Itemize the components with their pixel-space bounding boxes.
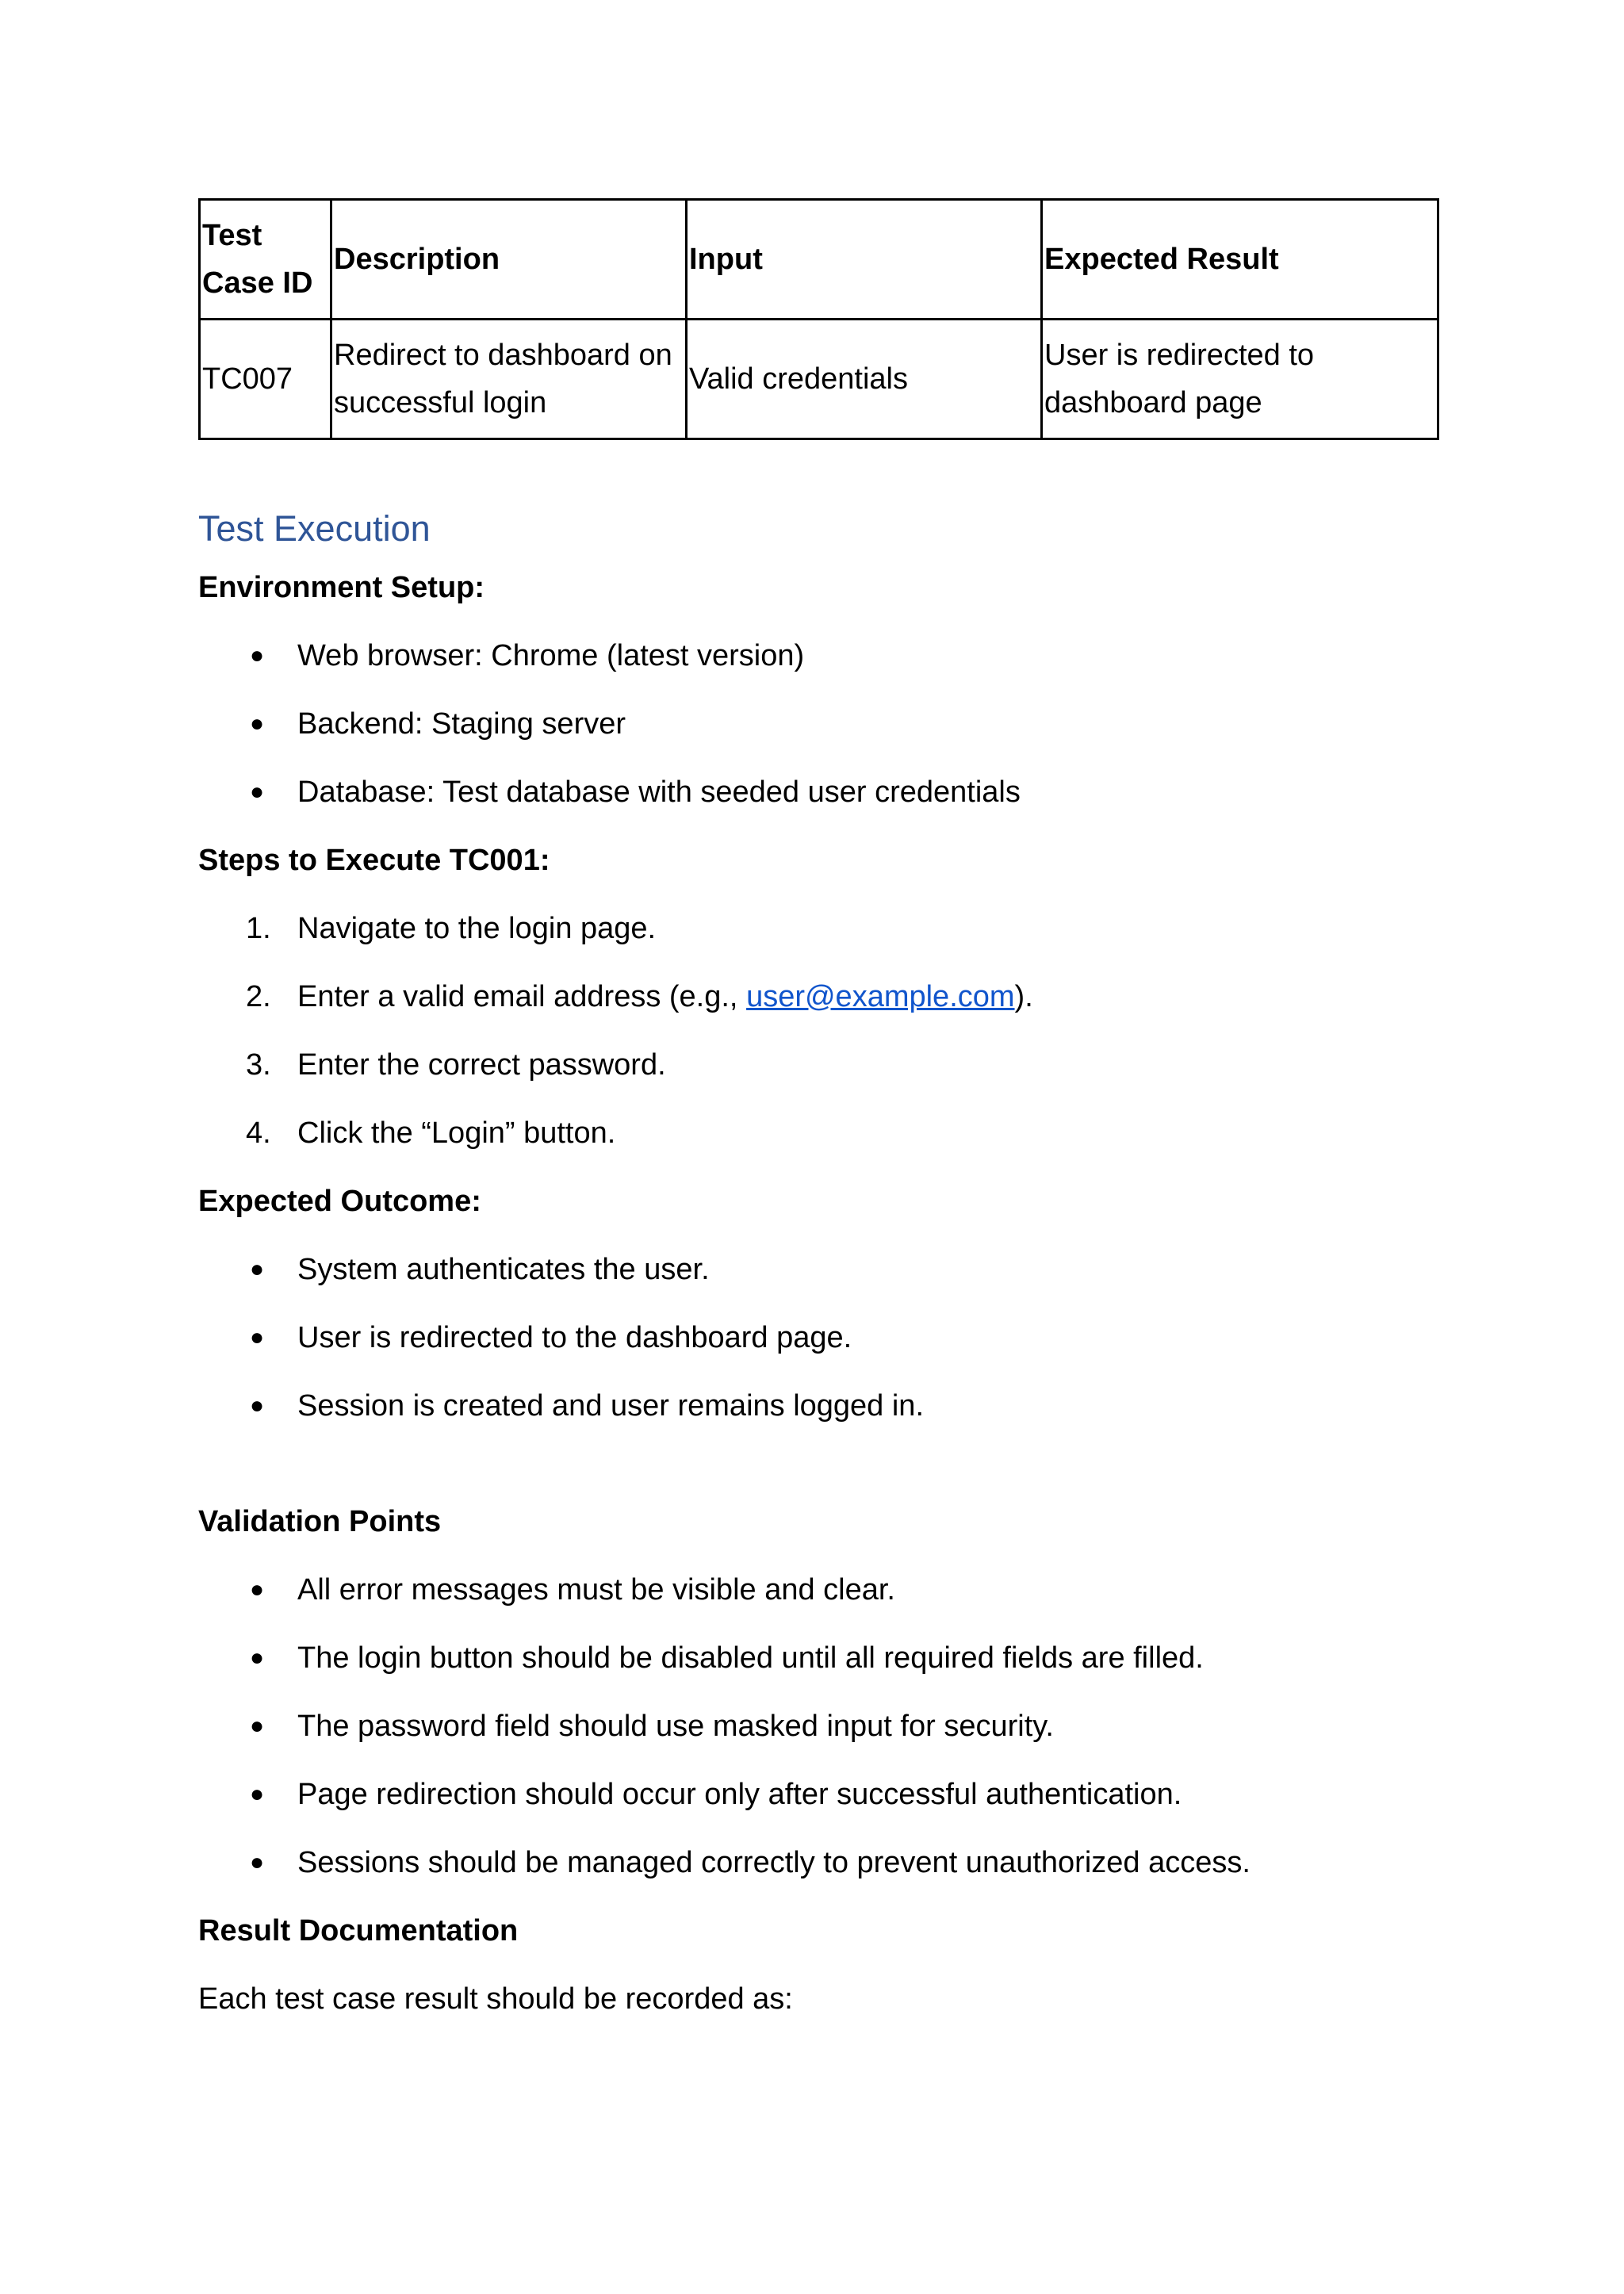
list-item: ● Backend: Staging server [198,700,1435,748]
environment-list [198,632,1435,816]
header-input: Input [687,200,1042,320]
list-item: ● Session is created and user remains logged in. [198,1382,1435,1430]
list-item: 1. Navigate to the login page. [246,912,657,945]
bullet-icon: ● [250,779,265,805]
table-row [200,320,1438,439]
bullet-icon: ● [250,710,265,737]
steps-label: Steps to Execute TC001: [198,844,550,877]
result-documentation-label: Result Documentation [198,1914,519,1947]
bullet-icon: ● [250,1392,265,1419]
list-item: ● All error messages must be visible and clear. [198,1566,1435,1614]
list-item: ● Sessions should be managed correctly to prevent unauthorized access. [198,1839,1435,1886]
list-item: 3. Enter the correct password. [246,1048,666,1082]
list-item: ● The password field should use masked input for security. [198,1702,1435,1750]
email-link[interactable]: user@example.com [746,980,1015,1013]
list-item: ● System authenticates the user. [198,1246,1435,1293]
test-case-table [198,198,1439,440]
bullet-icon: ● [250,1256,265,1282]
cell-test-case-id: TC007 [200,320,331,439]
expected-outcome-label: Expected Outcome: [198,1185,481,1218]
bullet-icon: ● [250,1713,265,1739]
header-test-case-id: Test Case ID [200,200,331,320]
bullet-icon: ● [250,1324,265,1350]
table-header-row [200,200,1438,320]
list-item: ● Page redirection should occur only after successful authentication. [198,1771,1435,1818]
validation-points-label: Validation Points [198,1505,442,1538]
bullet-icon: ● [250,1781,265,1807]
list-item: ● The login button should be disabled until all required fields are filled. [198,1634,1435,1682]
bullet-icon: ● [250,1576,265,1603]
steps-list [198,905,1435,1157]
cell-description: Redirect to dashboard on successful login [331,320,687,439]
outcome-list [198,1246,1435,1430]
bullet-icon: ● [250,1645,265,1671]
result-documentation-text: Each test case result should be recorded as: [198,1982,793,2016]
list-item: 4. Click the “Login” button. [246,1116,616,1150]
list-item: ● Database: Test database with seeded user credentials [198,768,1435,816]
header-description: Description [331,200,687,320]
cell-expected-result: User is redirected to dashboard page [1042,320,1438,439]
header-expected-result: Expected Result [1042,200,1438,320]
bullet-icon: ● [250,642,265,668]
validation-list [198,1566,1435,1886]
section-heading-test-execution: Test Execution [198,508,431,549]
list-item: ● User is redirected to the dashboard page. [198,1314,1435,1361]
list-item: 2. Enter a valid email address (e.g., user@example.com). [246,980,1033,1013]
environment-setup-label: Environment Setup: [198,571,485,604]
bullet-icon: ● [250,1849,265,1875]
cell-input: Valid credentials [687,320,1042,439]
list-item: ● Web browser: Chrome (latest version) [198,632,1435,680]
document-content [198,198,1435,2023]
